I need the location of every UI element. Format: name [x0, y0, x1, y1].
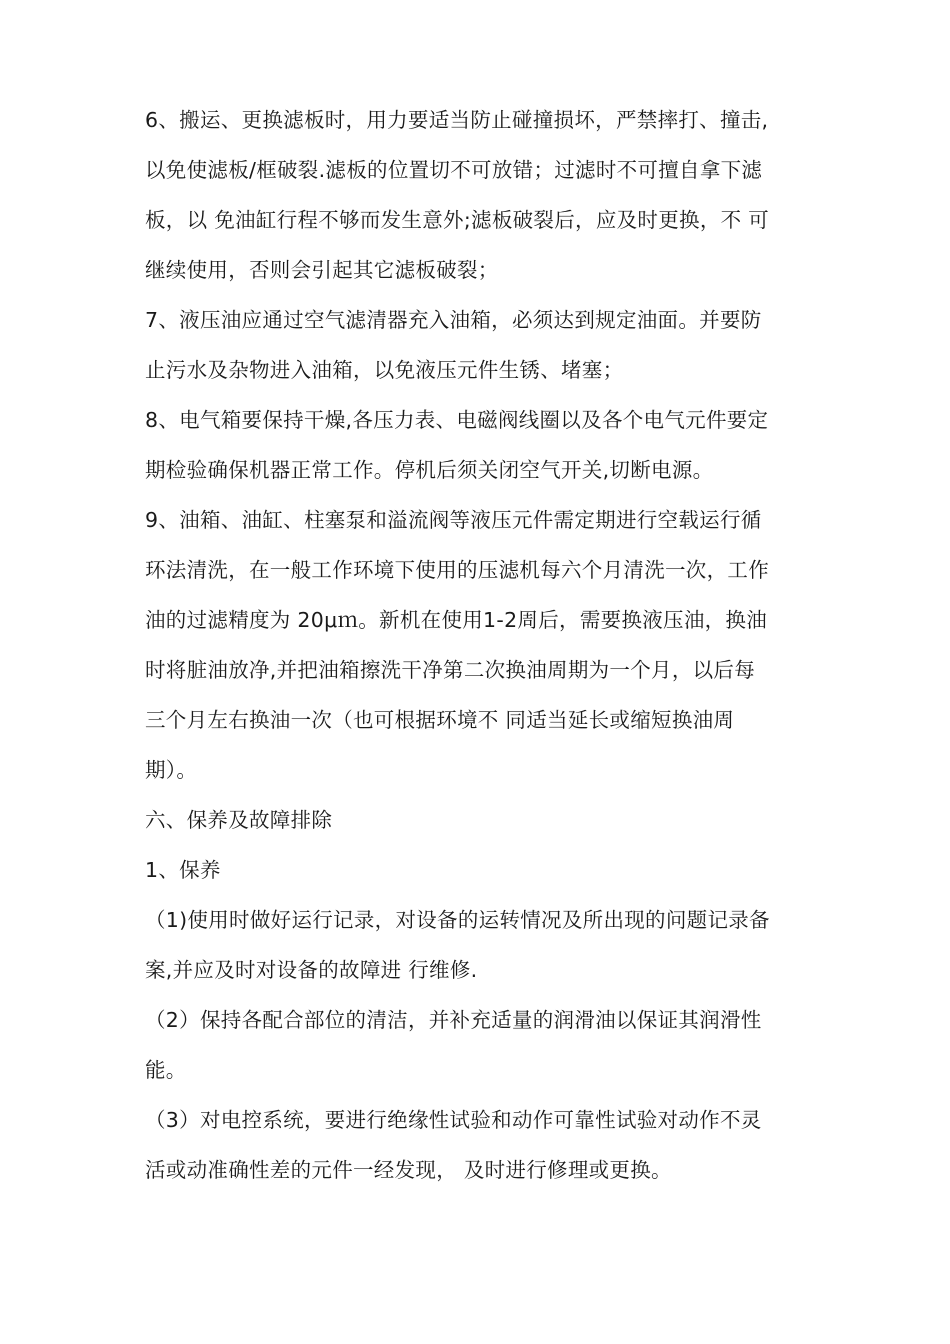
- text-line: 能。: [145, 1058, 187, 1082]
- text-line: （1)使用时做好运行记录，对设备的运转情况及所出现的问题记录备: [145, 908, 770, 932]
- text-line: 6、搬运、更换滤板时，用力要适当防止碰撞损坏，严禁摔打、撞击,: [145, 108, 769, 132]
- text-line: 板，以 免油缸行程不够而发生意外;滤板破裂后，应及时更换，不 可: [145, 208, 770, 232]
- text-line: 时将脏油放净,并把油箱擦洗干净第二次换油周期为一个月，以后每: [145, 658, 756, 682]
- text-line: 8、电气箱要保持干燥,各压力表、电磁阀线圈以及各个电气元件要定: [145, 408, 769, 432]
- text-line: （2）保持各配合部位的清洁，并补充适量的润滑油以保证其润滑性: [145, 1008, 762, 1032]
- text-line: 止污水及杂物进入油箱，以免液压元件生锈、堵塞；: [145, 358, 624, 382]
- text-line: 期）。: [145, 758, 198, 782]
- text-line: 油的过滤精度为 20μｍ。新机在使用1-2周后，需要换液压油，换油: [145, 608, 768, 632]
- text-line: 案,并应及时对设备的故障进 行维修.: [145, 958, 478, 982]
- section-heading: 六、保养及故障排除: [145, 808, 333, 832]
- text-line: 三个月左右换油一次（也可根据环境不 同适当延长或缩短换油周: [145, 708, 735, 732]
- text-line: 期检验确保机器正常工作。停机后须关闭空气开关,切断电源。: [145, 458, 714, 482]
- text-line: 以免使滤板/框破裂.滤板的位置切不可放错；过滤时不可擅自拿下滤: [145, 158, 763, 182]
- text-line: 活或动准确性差的元件一经发现， 及时进行修理或更换。: [145, 1158, 672, 1182]
- text-line: 7、液压油应通过空气滤清器充入油箱，必须达到规定油面。并要防: [145, 308, 762, 332]
- text-line: （3）对电控系统，要进行绝缘性试验和动作可靠性试验对动作不灵: [145, 1108, 762, 1132]
- text-line: 继续使用，否则会引起其它滤板破裂；: [145, 258, 499, 282]
- text-line: 9、油箱、油缸、柱塞泵和溢流阀等液压元件需定期进行空载运行循: [145, 508, 762, 532]
- subsection-heading: 1、保养: [145, 858, 221, 882]
- text-line: 环法清洗，在一般工作环境下使用的压滤机每六个月清洗一次，工作: [145, 558, 769, 582]
